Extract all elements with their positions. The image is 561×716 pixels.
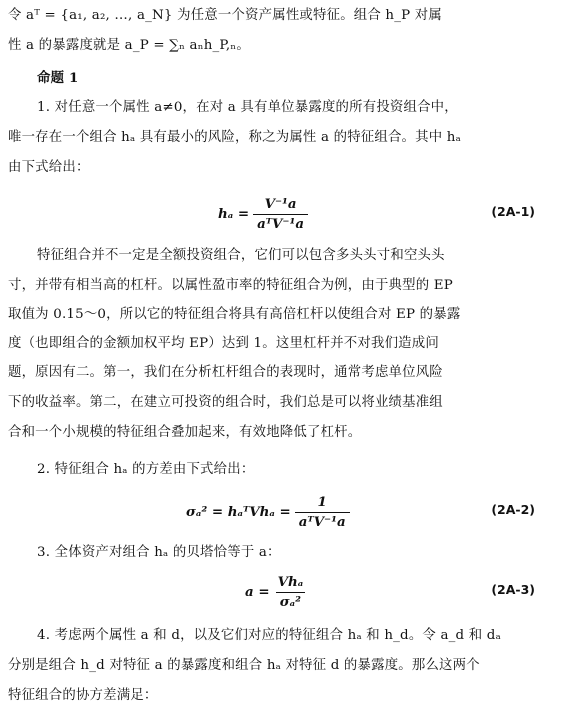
section-title: 命题 1 bbox=[37, 70, 79, 86]
text-line: 2. 特征组合 hₐ 的方差由下式给出： bbox=[37, 462, 255, 477]
text-line: 1. 对任意一个属性 a≠0，在对 a 具有单位暴露度的所有投资组合中， bbox=[37, 100, 458, 115]
fraction-numerator: 1 bbox=[317, 493, 327, 510]
text-line: 寸，并带有相当高的杠杆。以属性盈市率的特征组合为例，由于典型的 EP bbox=[8, 278, 453, 293]
fraction bbox=[274, 573, 308, 612]
text-line: 度（也即组合的金额加权平均 EP）达到 1。这里杠杆并不对我们造成问 bbox=[8, 336, 439, 351]
text-line: 性 a 的暴露度就是 a_P = ∑ₙ aₙh_P,ₙ。 bbox=[8, 38, 250, 53]
equation-number: (2A-2) bbox=[491, 502, 535, 517]
text-line: 特征组合的协方差满足： bbox=[8, 688, 158, 703]
text-line: 下的收益率。第二，在建立可投资的组合时，我们总是可以将业绩基准组 bbox=[8, 395, 443, 410]
fraction-numerator: V⁻¹a bbox=[264, 195, 297, 212]
formula-lhs: hₐ = bbox=[218, 206, 250, 222]
text-line: 4. 考虑两个属性 a 和 d，以及它们对应的特征组合 hₐ 和 h_d。令 a_d 和 dₐ bbox=[37, 628, 501, 643]
formula-2a-1 bbox=[0, 192, 561, 236]
fraction bbox=[253, 195, 308, 234]
equation-number: (2A-1) bbox=[491, 204, 535, 219]
formula-lhs: σₐ² = hₐᵀVhₐ = bbox=[186, 504, 291, 520]
text-line: 特征组合并不一定是全额投资组合，它们可以包含多头头寸和空头头 bbox=[37, 248, 445, 263]
formula-lhs: a = bbox=[245, 584, 270, 600]
text-line: 题，原因有二。第一，我们在分析杠杆组合的表现时，通常考虑单位风险 bbox=[8, 365, 443, 380]
fraction-denominator: aᵀV⁻¹a bbox=[253, 214, 308, 234]
fraction-denominator: σₐ² bbox=[276, 592, 305, 612]
text-line: 由下式给出： bbox=[8, 160, 90, 175]
text-line: 3. 全体资产对组合 hₐ 的贝塔恰等于 a： bbox=[37, 545, 281, 560]
text-line: 唯一存在一个组合 hₐ 具有最小的风险，称之为属性 a 的特征组合。其中 hₐ bbox=[8, 130, 461, 145]
equation-number: (2A-3) bbox=[491, 582, 535, 597]
fraction-numerator: Vhₐ bbox=[277, 573, 304, 590]
formula-2a-3 bbox=[0, 570, 561, 614]
fraction-denominator: aᵀV⁻¹a bbox=[295, 512, 350, 532]
formula-2a-2 bbox=[0, 490, 561, 534]
text-line: 令 aᵀ = {a₁, a₂, …, a_N} 为任意一个资产属性或特征。组合 h_P 对属 bbox=[8, 8, 442, 23]
text-line: 分别是组合 h_d 对特征 a 的暴露度和组合 hₐ 对特征 d 的暴露度。那么这两个 bbox=[8, 658, 480, 673]
text-line: 合和一个小规模的特征组合叠加起来，有效地降低了杠杆。 bbox=[8, 425, 362, 440]
text-line: 取值为 0.15～0，所以它的特征组合将具有高倍杠杆以使组合对 EP 的暴露 bbox=[8, 307, 461, 322]
fraction bbox=[295, 493, 350, 532]
